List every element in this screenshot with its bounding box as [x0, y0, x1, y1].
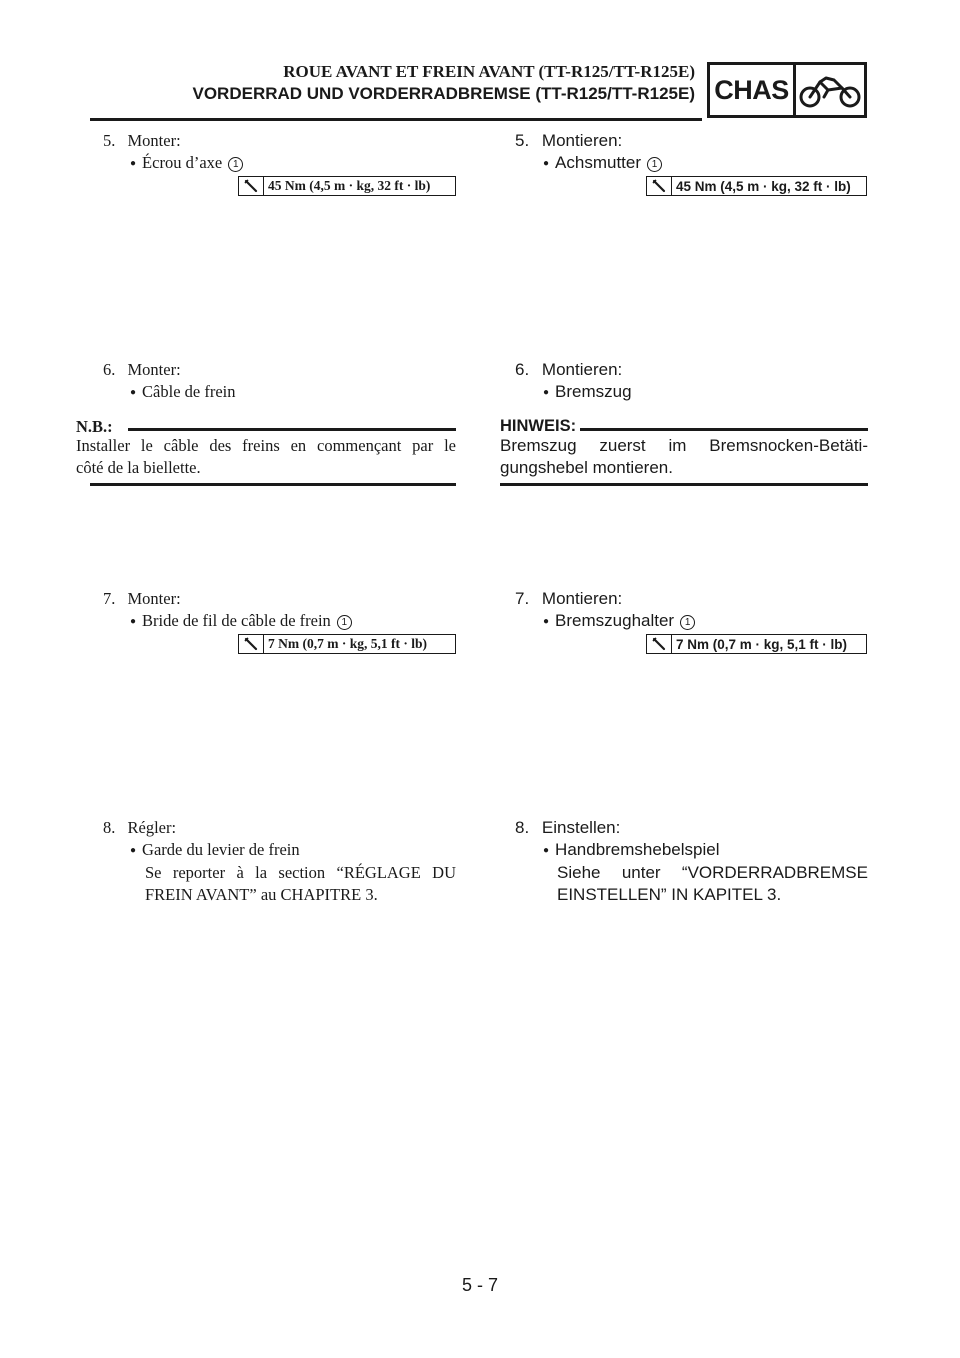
de-step5-item: ● Achsmutter [543, 153, 641, 172]
fr-note-top-rule [128, 428, 456, 431]
de-step7-torque-spec [646, 634, 867, 654]
de-step7-callout: 1 [680, 615, 695, 630]
fr-step7-number: 7. [103, 589, 116, 608]
page-number: 5 - 7 [461, 1275, 499, 1295]
fr-step8-ref-line2: FREIN AVANT” au CHAPITRE 3. [145, 885, 378, 904]
fr-step7-callout: 1 [337, 615, 352, 630]
fr-note-line2: côté de la biellette. [76, 458, 201, 477]
fr-note-bottom-rule [90, 483, 456, 486]
fr-step5-number: 5. [103, 131, 116, 150]
de-note-line2: gungshebel montieren. [500, 458, 673, 477]
de-step8-action: Einstellen: [541, 818, 621, 837]
de-step6-item-row [543, 381, 632, 406]
fr-step6-action: Monter: [127, 360, 181, 379]
fr-step8-item: ● Garde du levier de frein [130, 840, 300, 859]
fr-step7-heading [103, 588, 181, 610]
de-step8-item-row [543, 839, 719, 864]
de-step6-heading [515, 359, 622, 381]
torque-wrench-icon [647, 177, 672, 195]
fr-note-title: N.B.: [76, 417, 113, 436]
header-rule [90, 118, 702, 121]
fr-step7-torque-value: 7 Nm (0,7 m · kg, 5,1 ft · lb) [268, 636, 427, 651]
fr-step8-action: Régler: [127, 818, 177, 837]
de-step7-number: 7. [515, 589, 530, 608]
fr-step5-torque-value: 45 Nm (4,5 m · kg, 32 ft · lb) [268, 178, 431, 193]
fr-step5-item-row [130, 152, 243, 177]
de-step5-heading [515, 130, 622, 152]
de-step5-item-row [543, 152, 662, 177]
header-title-de: VORDERRAD UND VORDERRADBREMSE (TT-R125/TT-R125E) [192, 84, 695, 103]
de-step8-ref-line2: EINSTELLEN” IN KAPITEL 3. [557, 885, 782, 904]
fr-step7-torque-spec [238, 634, 456, 654]
motorcycle-icon [796, 65, 864, 115]
torque-wrench-icon [239, 635, 264, 653]
fr-step6-heading [103, 359, 181, 381]
de-step6-number: 6. [515, 360, 530, 379]
torque-wrench-icon [647, 635, 672, 653]
fr-step8-number: 8. [103, 818, 116, 837]
fr-step6-number: 6. [103, 360, 116, 379]
section-badge [707, 62, 867, 118]
de-step7-torque-value: 7 Nm (0,7 m · kg, 5,1 ft · lb) [676, 636, 848, 652]
de-step7-action: Montieren: [541, 589, 623, 608]
fr-step5-callout: 1 [228, 157, 243, 172]
de-step6-action: Montieren: [541, 360, 623, 379]
de-step5-action: Montieren: [541, 131, 623, 150]
de-note-title: HINWEIS: [500, 417, 577, 435]
de-step5-torque-value: 45 Nm (4,5 m · kg, 32 ft · lb) [676, 178, 851, 194]
fr-step7-item: ● Bride de fil de câble de frein [130, 611, 331, 630]
fr-step7-item-row [130, 610, 352, 635]
de-step7-item-row [543, 610, 695, 635]
de-note-bottom-rule [500, 483, 868, 486]
de-note-top-rule [580, 428, 868, 431]
de-step7-heading [515, 588, 622, 610]
fr-step7-action: Monter: [127, 589, 181, 608]
torque-wrench-icon [239, 177, 264, 195]
de-step5-torque-spec [646, 176, 867, 196]
de-step8-number: 8. [515, 818, 530, 837]
de-step8-ref-line1: Siehe unter “VORDERRADBREMSE [557, 863, 868, 882]
fr-step5-heading [103, 130, 181, 152]
fr-step8-ref-line1: Se reporter à la section “RÉGLAGE DU [145, 863, 456, 882]
fr-step5-torque-spec [238, 176, 456, 196]
fr-step8-item-row [130, 839, 300, 864]
fr-note-line1: Installer le câble des freins en commençant par le [76, 436, 456, 455]
de-step8-item: ● Handbremshebelspiel [543, 840, 719, 859]
de-step5-number: 5. [515, 131, 530, 150]
fr-step5-action: Monter: [127, 131, 181, 150]
de-step5-callout: 1 [647, 157, 662, 172]
fr-step6-item-row [130, 381, 236, 406]
de-step6-item: ● Bremszug [543, 382, 632, 401]
section-badge-label: CHAS [710, 65, 796, 115]
header-title-fr: ROUE AVANT ET FREIN AVANT (TT-R125/TT-R125E) [283, 62, 695, 81]
fr-step5-item: ● Écrou d’axe [130, 153, 222, 172]
fr-step8-heading [103, 817, 176, 839]
de-step8-heading [515, 817, 620, 839]
de-step7-item: ● Bremszughalter [543, 611, 674, 630]
de-note-line1: Bremszug zuerst im Bremsnocken-Betäti- [500, 436, 868, 455]
fr-step6-item: ● Câble de frein [130, 382, 236, 401]
